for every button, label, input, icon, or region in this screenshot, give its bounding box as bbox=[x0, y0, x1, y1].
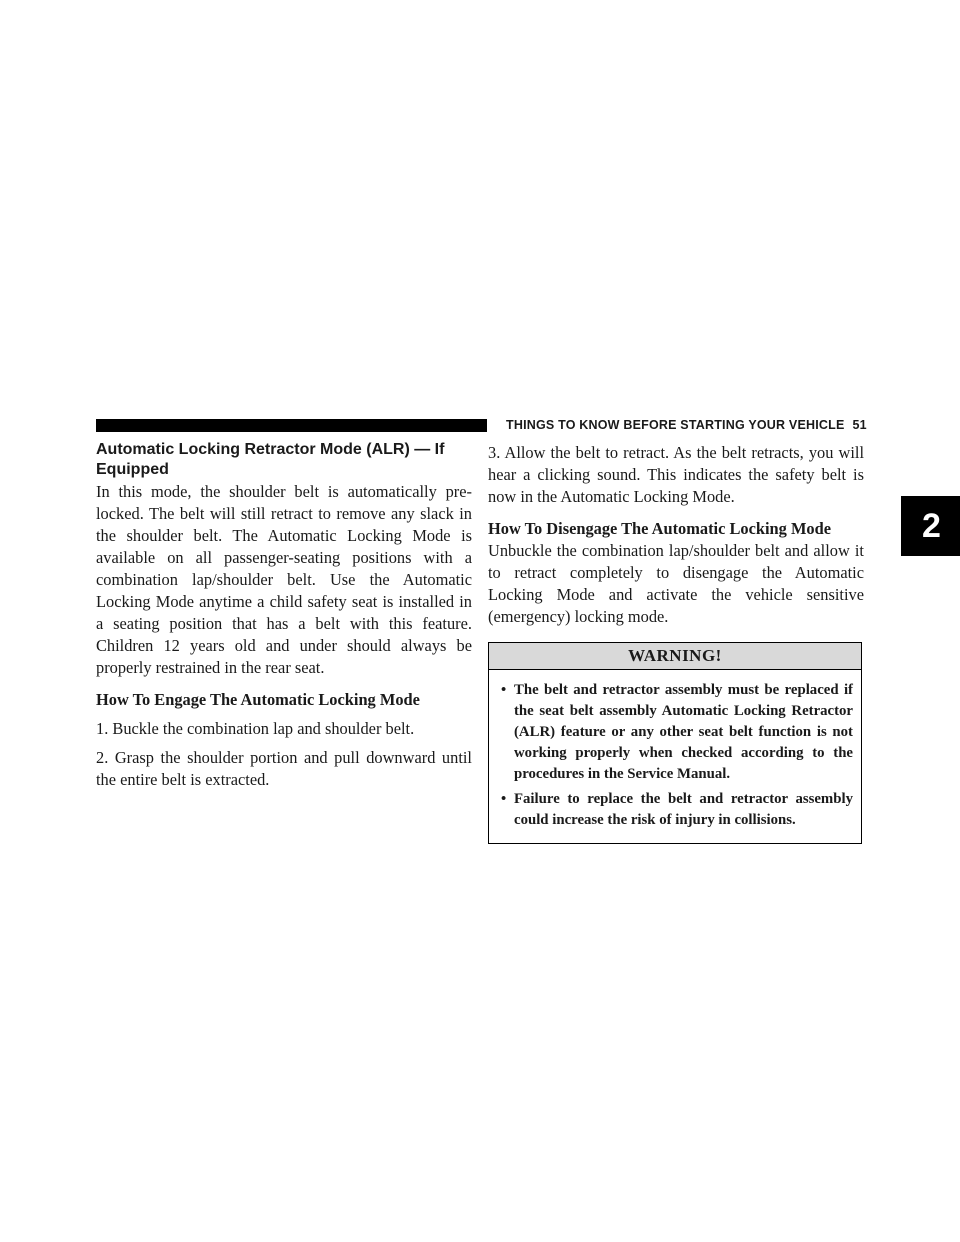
warning-item-text: Failure to replace the belt and retractor assembly could increase the risk of injury in collisions. bbox=[514, 791, 853, 828]
warning-item bbox=[501, 680, 853, 785]
right-column bbox=[488, 442, 864, 844]
page-number: 51 bbox=[852, 418, 867, 432]
bullet-icon: • bbox=[501, 682, 507, 698]
warning-title: WARNING! bbox=[489, 643, 861, 670]
disengage-heading: How To Disengage The Automatic Locking Mode bbox=[488, 519, 832, 538]
running-header bbox=[502, 415, 867, 435]
running-header-title: THINGS TO KNOW BEFORE STARTING YOUR VEHICLE bbox=[506, 418, 845, 432]
step-3: 3. Allow the belt to retract. As the belt retracts, you will hear a clicking sound. This indicates the safety belt is now in the Automatic Locking Mode. bbox=[488, 443, 864, 506]
header-rule bbox=[96, 419, 487, 432]
bullet-icon: • bbox=[501, 791, 507, 807]
warning-item bbox=[501, 789, 853, 831]
step-2: 2. Grasp the shoulder portion and pull downward until the entire belt is extracted. bbox=[96, 748, 472, 789]
intro-paragraph: In this mode, the shoulder belt is automatically pre-locked. The belt will still retract to remove any slack in the shoulder belt. The Automatic Locking Mode is available on all passenger-seating positions with a combination lap/shoulder belt. Use the Automatic Locking Mode anytime a child safety seat is installed in a seating position that has a belt with this feature. Children 12 years old and under should always be properly restrained in the rear seat. bbox=[96, 482, 472, 677]
left-column bbox=[96, 440, 472, 791]
section-heading: Automatic Locking Retractor Mode (ALR) — If Equipped bbox=[96, 441, 445, 478]
step-1: 1. Buckle the combination lap and shoulder belt. bbox=[96, 719, 415, 738]
disengage-paragraph: Unbuckle the combination lap/shoulder belt and allow it to retract completely to disengage the Automatic Locking Mode and activate the vehicle sensitive (emergency) locking mode. bbox=[488, 541, 864, 626]
warning-list bbox=[489, 670, 861, 843]
warning-item-text: The belt and retractor assembly must be replaced if the seat belt assembly Automatic Locking Retractor (ALR) feature or any other seat belt function is not working properly when checked according to the procedures in the Service Manual. bbox=[514, 682, 853, 782]
chapter-tab[interactable]: 2 bbox=[901, 496, 960, 556]
engage-heading: How To Engage The Automatic Locking Mode bbox=[96, 690, 420, 709]
warning-box bbox=[488, 642, 862, 844]
